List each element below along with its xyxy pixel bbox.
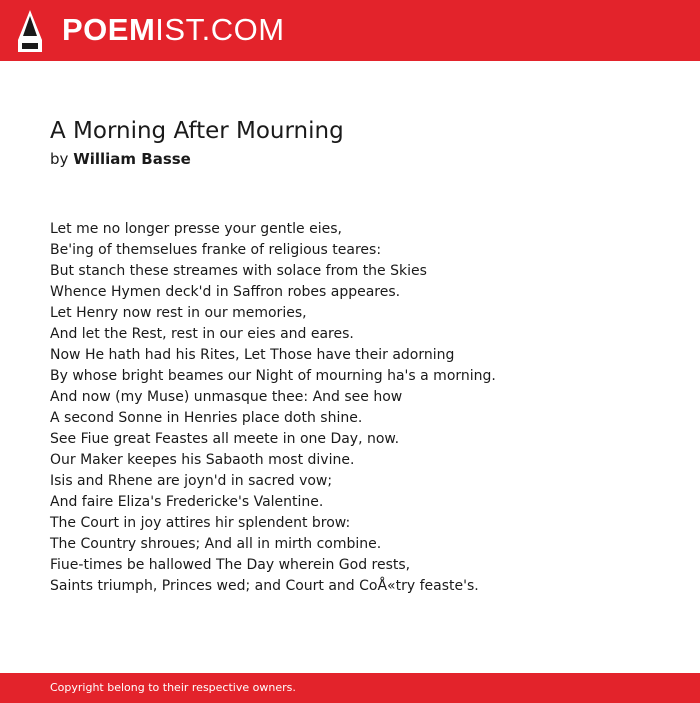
poem-line: Now He hath had his Rites, Let Those have their adorning	[50, 347, 455, 363]
copyright-text: Copyright belong to their respective owners.	[50, 681, 296, 694]
poem-line: The Court in joy attires hir splendent brow:	[50, 515, 351, 531]
poem-body	[50, 219, 670, 597]
site-logo-link[interactable]	[62, 12, 285, 48]
site-footer	[0, 673, 700, 703]
poem-line: By whose bright beames our Night of mourning ha's a morning.	[50, 368, 496, 384]
by-label: by	[50, 150, 69, 168]
poem-line: Be'ing of themselues franke of religious teares:	[50, 242, 382, 258]
poem-line: Whence Hymen deck'd in Saffron robes appeares.	[50, 284, 401, 300]
poem-line: Fiue-times be hallowed The Day wherein God rests,	[50, 557, 411, 573]
poem-line: Saints triumph, Princes wed; and Court and CoÅ«try feaste's.	[50, 578, 479, 594]
byline	[50, 149, 191, 169]
poem-line: And faire Eliza's Fredericke's Valentine.	[50, 494, 324, 510]
poem-line: Our Maker keepes his Sabaoth most divine.	[50, 452, 355, 468]
poem-line: And let the Rest, rest in our eies and eares.	[50, 326, 354, 342]
poem-title: A Morning After Mourning	[50, 118, 344, 144]
poem-line: Let Henry now rest in our memories,	[50, 305, 307, 321]
logo-text-light: IST.COM	[155, 12, 285, 47]
poem-line: Isis and Rhene are joyn'd in sacred vow;	[50, 473, 333, 489]
poem-line: A second Sonne in Henries place doth shine.	[50, 410, 363, 426]
poem-line: Let me no longer presse your gentle eies,	[50, 221, 342, 237]
poem-line: But stanch these streames with solace from the Skies	[50, 263, 427, 279]
pencil-icon[interactable]	[18, 10, 42, 52]
logo-text-bold: POEM	[62, 12, 156, 47]
author-link[interactable]: William Basse	[73, 150, 191, 168]
poem-line: The Country shroues; And all in mirth combine.	[50, 536, 382, 552]
poem-line: And now (my Muse) unmasque thee: And see how	[50, 389, 403, 405]
site-header	[0, 0, 700, 61]
poem-line: See Fiue great Feastes all meete in one Day, now.	[50, 431, 400, 447]
